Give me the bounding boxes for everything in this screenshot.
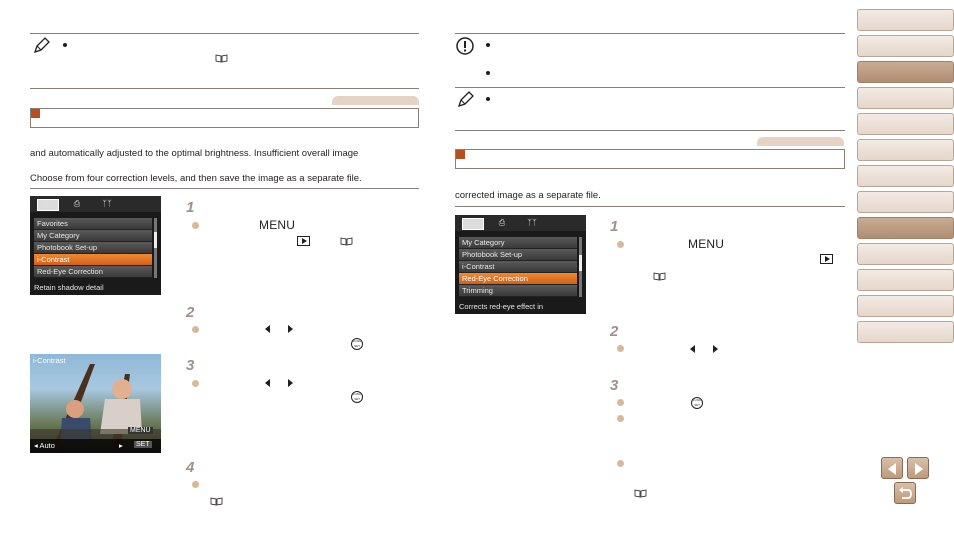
menu-footer: Retain shadow detail bbox=[34, 283, 104, 292]
pencil-icon bbox=[456, 91, 474, 109]
bullet bbox=[617, 345, 624, 352]
menu-scroll-thumb bbox=[579, 255, 582, 271]
bullet bbox=[192, 222, 199, 229]
sidebar-tab-active[interactable] bbox=[857, 217, 954, 239]
menu-row: Trimming bbox=[459, 285, 577, 297]
menu-footer: Corrects red-eye effect in bbox=[459, 302, 544, 311]
right-paragraph-1: corrected image as a separate file. bbox=[455, 190, 601, 201]
section-heading-bar bbox=[30, 108, 419, 128]
step-number: 2 bbox=[610, 323, 619, 340]
photo-title: i-Contrast bbox=[33, 356, 66, 365]
bullet bbox=[617, 241, 624, 248]
step-number: 4 bbox=[186, 459, 195, 476]
note-rule-right bbox=[455, 130, 845, 131]
left-arrow-icon bbox=[265, 379, 270, 387]
section-tab bbox=[332, 96, 419, 105]
return-icon bbox=[898, 486, 912, 500]
menu-row-highlighted: Red-Eye Correction bbox=[459, 273, 577, 285]
top-rule-right bbox=[455, 33, 845, 34]
photo-menu-key: MENU bbox=[130, 427, 151, 434]
next-page-button[interactable] bbox=[907, 457, 929, 479]
sidebar-tab[interactable] bbox=[857, 243, 954, 265]
playback-icon bbox=[297, 236, 310, 246]
sidebar-tab[interactable] bbox=[857, 165, 954, 187]
bullet bbox=[617, 399, 624, 406]
bullet bbox=[486, 71, 490, 75]
step-number: 2 bbox=[186, 304, 195, 321]
sidebar-tab[interactable] bbox=[857, 35, 954, 57]
book-icon[interactable] bbox=[210, 497, 223, 506]
section-marker-icon bbox=[31, 109, 40, 118]
menu-button-label: MENU bbox=[688, 237, 725, 251]
playback-icon bbox=[820, 254, 833, 264]
play-tab-icon: ▶ bbox=[462, 218, 484, 230]
right-arrow-icon bbox=[288, 325, 293, 333]
sidebar-tab[interactable] bbox=[857, 295, 954, 317]
play-tab-icon: ▶ bbox=[37, 199, 59, 211]
bullet bbox=[192, 380, 199, 387]
right-arrow-icon bbox=[713, 345, 718, 353]
sidebar-tab[interactable] bbox=[857, 269, 954, 291]
pencil-icon bbox=[32, 37, 50, 55]
caution-rule bbox=[455, 87, 845, 88]
func-set-icon: FUNC SET bbox=[352, 339, 362, 348]
left-arrow-icon bbox=[265, 325, 270, 333]
left-para-rule bbox=[30, 188, 419, 189]
menu-row: Favorites bbox=[34, 218, 152, 230]
menu-row: Photobook Set-up bbox=[34, 242, 152, 254]
camera-tab-bar bbox=[455, 215, 586, 231]
book-icon[interactable] bbox=[215, 54, 228, 63]
note-rule-left bbox=[30, 88, 419, 89]
sidebar-tab[interactable] bbox=[857, 9, 954, 31]
sample-photo bbox=[30, 354, 161, 453]
camera-tab-bar bbox=[30, 196, 161, 212]
left-arrow-icon bbox=[690, 345, 695, 353]
func-set-icon: FUNC SET bbox=[692, 398, 702, 407]
right-arrow-icon bbox=[288, 379, 293, 387]
camera-menu-screen-right bbox=[455, 215, 586, 314]
menu-row: My Category bbox=[459, 237, 577, 249]
sidebar-tab[interactable] bbox=[857, 139, 954, 161]
step-number: 3 bbox=[610, 377, 619, 394]
sidebar-tab-active[interactable] bbox=[857, 61, 954, 83]
top-rule-left bbox=[30, 33, 419, 34]
menu-button-label: MENU bbox=[259, 218, 296, 232]
step-number: 1 bbox=[610, 218, 619, 235]
section-marker-icon bbox=[456, 150, 465, 159]
menu-row: Photobook Set-up bbox=[459, 249, 577, 261]
bullet bbox=[486, 43, 490, 47]
menu-scroll-thumb bbox=[154, 232, 157, 248]
sidebar-tab[interactable] bbox=[857, 87, 954, 109]
bullet bbox=[192, 326, 199, 333]
book-icon[interactable] bbox=[340, 237, 353, 246]
menu-row: My Category bbox=[34, 230, 152, 242]
bullet bbox=[617, 460, 624, 467]
section-tab bbox=[757, 137, 844, 146]
menu-row: i-Contrast bbox=[459, 261, 577, 273]
bullet bbox=[192, 481, 199, 488]
bullet bbox=[617, 415, 624, 422]
left-paragraph-2: Choose from four correction levels, and then save the image as a separate file. bbox=[30, 173, 362, 184]
photo-set-key: SET bbox=[136, 441, 150, 448]
sidebar-tab[interactable] bbox=[857, 191, 954, 213]
step-number: 3 bbox=[186, 357, 195, 374]
right-para-rule bbox=[455, 206, 845, 207]
menu-scrollbar bbox=[154, 218, 157, 278]
camera-menu-screen-left bbox=[30, 196, 161, 295]
func-set-icon: FUNC SET bbox=[352, 392, 362, 401]
left-arrow-icon bbox=[888, 463, 896, 475]
settings-tab-icon: ᛉᛉ bbox=[102, 199, 112, 208]
print-tab-icon: ⎙ bbox=[498, 218, 506, 227]
sidebar-tab[interactable] bbox=[857, 321, 954, 343]
bullet bbox=[486, 97, 490, 101]
right-arrow-icon bbox=[915, 463, 923, 475]
menu-row: Red-Eye Correction bbox=[34, 266, 152, 278]
bullet bbox=[63, 43, 67, 47]
left-paragraph-1: and automatically adjusted to the optimal brightness. Insufficient overall image bbox=[30, 148, 359, 159]
caution-icon bbox=[456, 37, 474, 55]
book-icon[interactable] bbox=[653, 272, 666, 281]
sidebar-tab[interactable] bbox=[857, 113, 954, 135]
section-heading-bar bbox=[455, 149, 845, 169]
settings-tab-icon: ᛉᛉ bbox=[527, 218, 537, 227]
book-icon[interactable] bbox=[634, 489, 647, 498]
photo-option-row: ◂ Auto bbox=[34, 441, 55, 450]
prev-page-button[interactable] bbox=[881, 457, 903, 479]
photo-option-value: Auto bbox=[39, 441, 55, 450]
return-button[interactable] bbox=[894, 482, 916, 504]
photo-next-arrow-icon: ▸ bbox=[119, 441, 123, 450]
menu-row-highlighted: i-Contrast bbox=[34, 254, 152, 266]
step-number: 1 bbox=[186, 199, 195, 216]
print-tab-icon: ⎙ bbox=[73, 199, 81, 208]
